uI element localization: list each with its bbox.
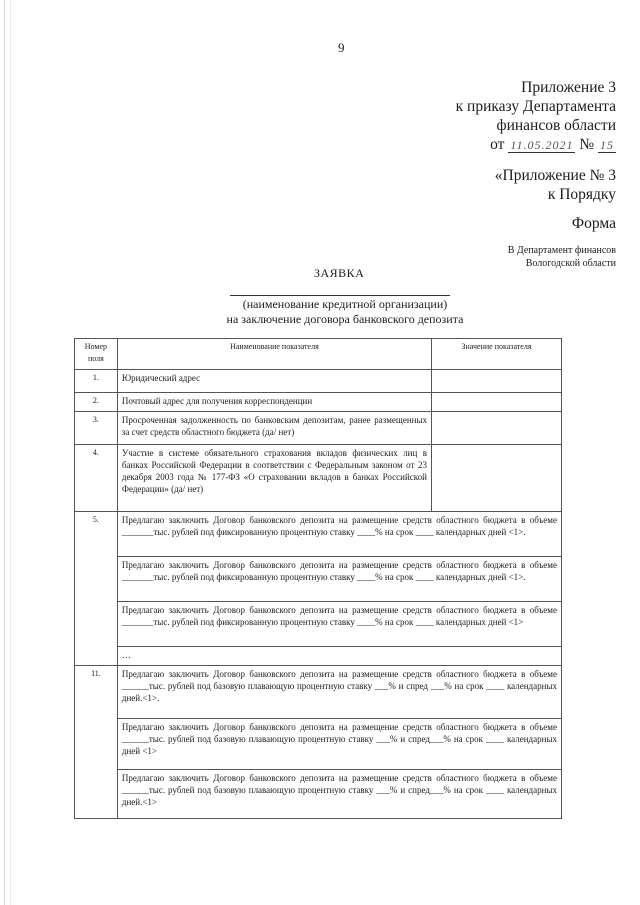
- row-value: [432, 370, 562, 393]
- table-row: [75, 445, 562, 512]
- appendix-line: «Приложение № 3: [494, 167, 616, 184]
- row-name: Просроченная задолженность по банковским депозитам, ранее размещенных за счет средств областного бюджета (да/ нет): [117, 412, 431, 445]
- table-row: [75, 370, 562, 393]
- row-number: 5.: [75, 512, 118, 666]
- order-header-line: к приказу Департамента: [455, 98, 616, 115]
- row-number: 11.: [75, 666, 118, 819]
- row-value: [432, 412, 562, 445]
- table-header-row: [75, 339, 562, 370]
- address-line: Вологодской области: [525, 258, 616, 269]
- table-row: [75, 557, 562, 602]
- blank-line: [230, 295, 450, 296]
- order-header: [456, 78, 616, 155]
- table-row: [75, 602, 562, 647]
- row-value: [432, 445, 562, 512]
- date-prefix: от: [490, 136, 505, 153]
- row-name: Участие в системе обязательного страхования вкладов физических лиц в банках Российской Федерации в соответствии с Федеральным законом от 23 декабря 2003 года № 177-ФЗ «О страховании вкладов в банках Российской Федерации» (да/ нет): [117, 445, 431, 512]
- ellipsis-row: …: [117, 647, 561, 666]
- scan-edge-line: [10, 0, 11, 905]
- subtitle-purpose: на заключение договора банковского депозита: [226, 312, 464, 326]
- table-row: [75, 719, 562, 770]
- deposit-offer-floating: Предлагаю заключить Договор банковского депозита на размещение средств областного бюджета в объеме ______тыс. рублей под базовую плавающую процентную ставку ___% и спред ___% на срок ____ календарных дней.<1>.: [117, 666, 561, 719]
- row-number: 3.: [75, 412, 118, 445]
- handwritten-number: 15: [600, 138, 614, 152]
- row-number: 4.: [75, 445, 118, 512]
- deposit-offer-fixed: Предлагаю заключить Договор банковского депозита на размещение средств областного бюджета в объеме _______тыс. рублей под фиксированную процентную ставку ____% на срок ____ календарных дней <1>.: [117, 512, 561, 557]
- table-row: [75, 512, 562, 557]
- table-row: [75, 770, 562, 819]
- header-number: Номер поля: [75, 339, 118, 370]
- form-label: Форма: [571, 215, 616, 232]
- deposit-offer-floating: Предлагаю заключить Договор банковского депозита на размещение средств областного бюджета в объеме ______тыс. рублей под базовую плавающую процентную ставку ___% и спред___% на срок ____ календарных дней.<1>: [117, 770, 561, 819]
- row-name: Юридический адрес: [117, 370, 431, 393]
- order-header-line: финансов области: [496, 117, 616, 134]
- address-line: В Департамент финансов: [507, 245, 616, 256]
- header-value: Значение показателя: [432, 339, 562, 370]
- header-name: Наименование показателя: [117, 339, 431, 370]
- number-prefix: №: [579, 136, 595, 153]
- deposit-offer-fixed: Предлагаю заключить Договор банковского депозита на размещение средств областного бюджета в объеме _______тыс. рублей под фиксированную процентную ставку ____% на срок ____ календарных дней <1>.: [117, 557, 561, 602]
- table-row: [75, 647, 562, 666]
- order-date-line: [456, 135, 616, 155]
- row-number: 2.: [75, 393, 118, 412]
- scan-edge-line: [4, 0, 5, 905]
- subtitle-organization: (наименование кредитной организации): [242, 297, 448, 311]
- application-table: [74, 338, 562, 819]
- row-value: [432, 393, 562, 412]
- appendix-line: к Порядку: [547, 186, 616, 203]
- order-header-line: Приложение 3: [521, 79, 616, 96]
- row-number: 1.: [75, 370, 118, 393]
- table-row: [75, 393, 562, 412]
- page-number: 9: [338, 40, 345, 55]
- row-name: Почтовый адрес для получения корреспонденции: [117, 393, 431, 412]
- table-row: [75, 666, 562, 719]
- document-title: ЗАЯВКА: [314, 266, 365, 280]
- table-row: [75, 412, 562, 445]
- handwritten-date: 11.05.2021: [510, 138, 574, 152]
- deposit-offer-floating: Предлагаю заключить Договор банковского депозита на размещение средств областного бюджета в объеме ______тыс. рублей под базовую плавающую процентную ставку ___% и спред___% на срок ____ календарных дней <1>: [117, 719, 561, 770]
- appendix-header: [495, 166, 616, 204]
- recipient-address: [508, 244, 616, 270]
- deposit-offer-fixed: Предлагаю заключить Договор банковского депозита на размещение средств областного бюджета в объеме _______тыс. рублей под фиксированную процентную ставку ____% на срок ____ календарных дней <1>: [117, 602, 561, 647]
